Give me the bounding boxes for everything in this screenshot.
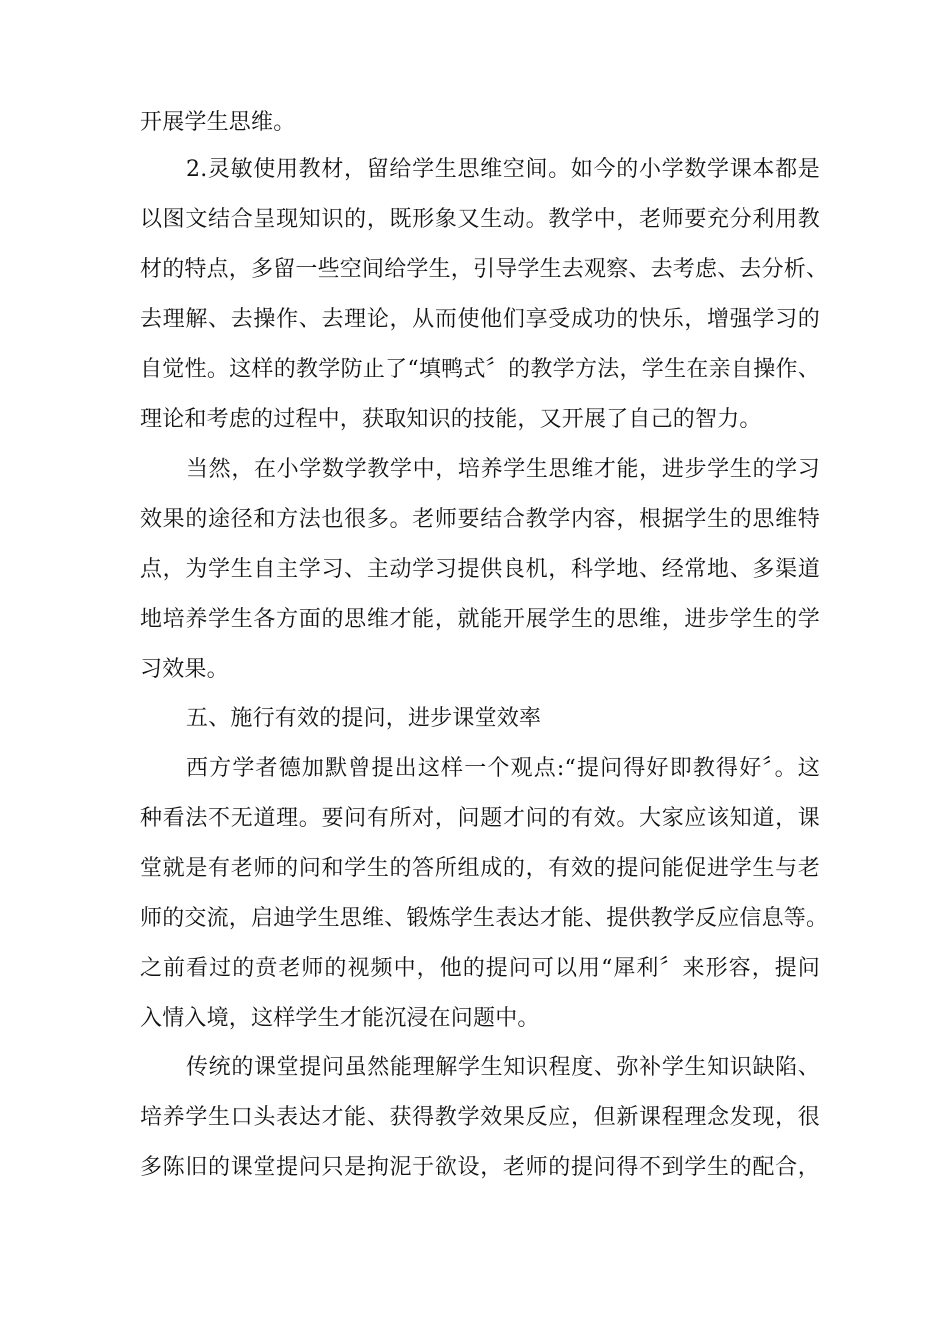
text-line: 点，为学生自主学习、主动学习提供良机，科学地、经常地、多渠道 [140, 557, 820, 582]
text-line: 地培养学生各方面的思维才能，就能开展学生的思维，进步学生的学 [140, 607, 820, 632]
text-line: 理论和考虑的过程中，获取知识的技能，又开展了自己的智力。 [140, 407, 762, 432]
text-line: 多陈旧的课堂提问只是拘泥于欲设，老师的提问得不到学生的配合， [140, 1155, 820, 1180]
text-line: 开展学生思维。 [140, 110, 296, 135]
text-line: 西方学者德加默曾提出这样一个观点:“提问得好即教得好〞。这 [186, 756, 820, 781]
text-line: 之前看过的贲老师的视频中，他的提问可以用“犀利〞来形容，提问 [140, 956, 820, 981]
section-heading: 五、施行有效的提问，进步课堂效率 [186, 706, 542, 731]
text-line: 入情入境，这样学生才能沉浸在问题中。 [140, 1006, 540, 1031]
text-line: 材的特点，多留一些空间给学生，引导学生去观察、去考虑、去分析、 [140, 257, 829, 282]
text-line: 2.灵敏使用教材，留给学生思维空间。如今的小学数学课本都是 [186, 157, 820, 182]
text-line: 传统的课堂提问虽然能理解学生知识程度、弥补学生知识缺陷、 [186, 1055, 820, 1080]
text-line: 当然，在小学数学教学中，培养学生思维才能，进步学生的学习 [186, 457, 820, 482]
text-line: 习效果。 [140, 657, 229, 682]
text-line: 种看法不无道理。要问有所对，问题才问的有效。大家应该知道，课 [140, 806, 820, 831]
text-line: 培养学生口头表达才能、获得教学效果反应，但新课程理念发现，很 [140, 1105, 820, 1130]
text-line: 效果的途径和方法也很多。老师要结合教学内容，根据学生的思维特 [140, 507, 820, 532]
text-line: 师的交流，启迪学生思维、锻炼学生表达才能、提供教学反应信息等。 [140, 906, 829, 931]
text-line: 去理解、去操作、去理论，从而使他们享受成功的快乐，增强学习的 [140, 307, 820, 332]
text-line: 堂就是有老师的问和学生的答所组成的，有效的提问能促进学生与老 [140, 856, 820, 881]
text-line: 以图文结合呈现知识的，既形象又生动。教学中，老师要充分利用教 [140, 207, 820, 232]
text-line: 自觉性。这样的教学防止了“填鸭式〞的教学方法，学生在亲自操作、 [140, 357, 820, 382]
